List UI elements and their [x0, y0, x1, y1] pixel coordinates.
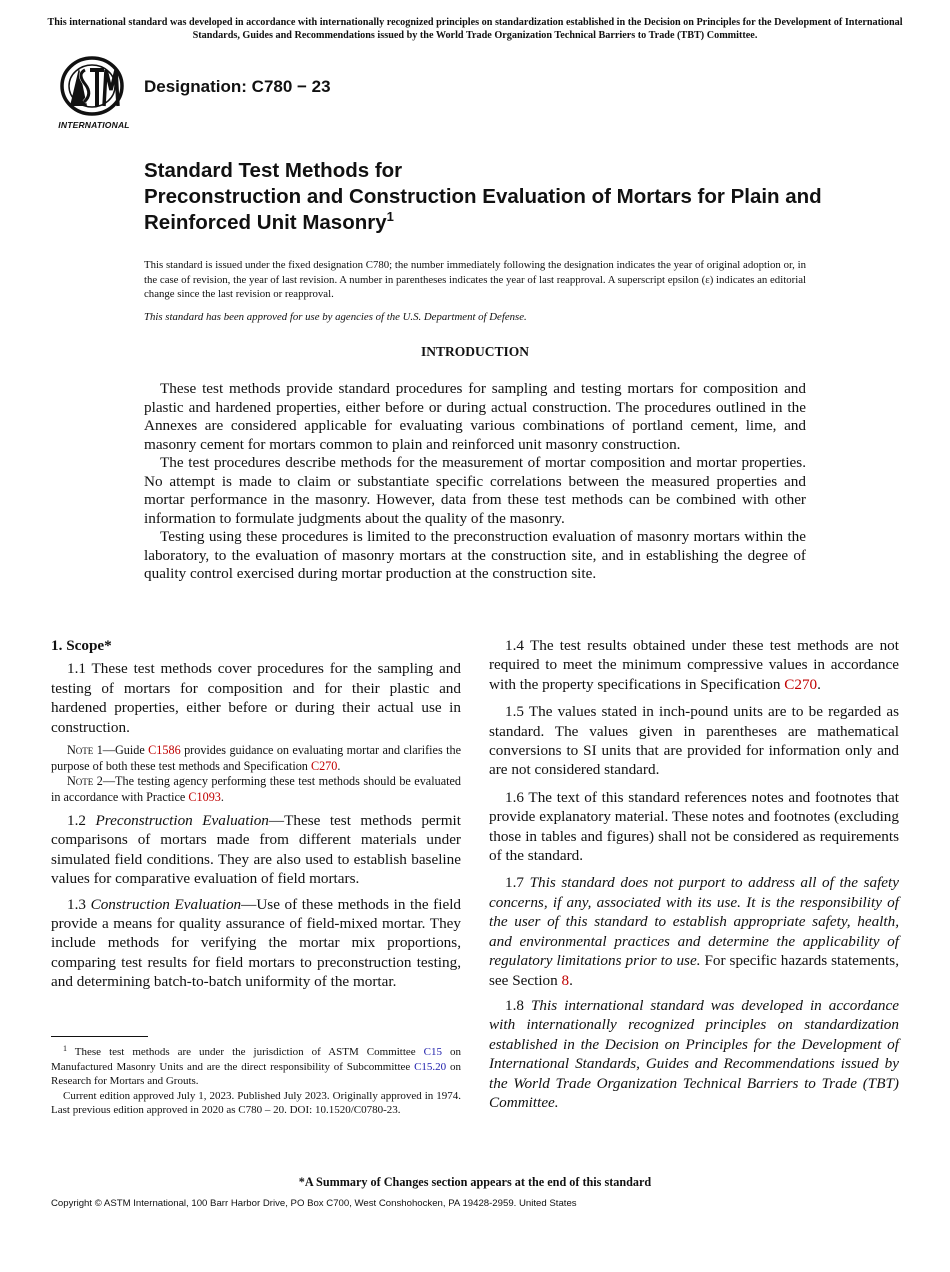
footnote-rule — [51, 1036, 148, 1037]
intro-paragraph-3: Testing using these procedures is limited to the preconstruction evaluation of masonry mortars within the laboratory, to the evaluation of masonry mortars at the construction site, and in establishing the degree of quality control exercised during mortar production at the construction site. — [144, 528, 806, 582]
note-2: Note 2—The testing agency performing these test methods should be evaluated in accordance with Practice C1093. — [51, 774, 461, 804]
section-1-8: 1.8 This international standard was developed in accordance with internationally recognized principles on standardization established in the Decision on Principles for the Development of International Standards, Guides and Recommendations issued by the World Trade Organization Technical Barriers to Trade (TBT) Committee. — [489, 996, 900, 1111]
footnote-edition: Current edition approved July 1, 2023. Published July 2023. Originally approved in 1974. Last previous edition approved in 2020 as C780 – 20. DOI: 10.1520/C0780-23. — [51, 1089, 461, 1116]
issued-note: This standard is issued under the fixed designation C780; the number immediately following the designation indicates the year of original adoption or, in the case of revision, the year of last revision. A number in parentheses indicates the year of last reapproval. A superscript epsilon (ε) indicates an editorial change since the last revision or reapproval. — [144, 259, 806, 300]
footnotes — [51, 1045, 461, 1118]
left-column — [51, 636, 461, 992]
title-main: Preconstruction and Construction Evaluation of Mortars for Plain and Reinforced Unit Masonry — [144, 185, 822, 234]
section-1-2: 1.2 Preconstruction Evaluation—These test methods permit comparisons of mortars made from different materials under simulated field conditions. They are also used to establish baseline values for comparative evaluation of field mortars. — [51, 812, 461, 888]
copyright: Copyright © ASTM International, 100 Barr Harbor Drive, PO Box C700, West Conshohocken, PA 19428-2959. United States — [51, 1198, 577, 1209]
link-c270-spec[interactable]: C270 — [784, 675, 818, 693]
dod-note: This standard has been approved for use by agencies of the U.S. Department of Defense. — [144, 311, 527, 323]
section-1-5: 1.5 The values stated in inch-pound units are to be regarded as standard. The values given in parentheses are mathematical conversions to SI units that are provided for information only and are not considered standard. — [489, 703, 899, 779]
link-section-8[interactable]: 8 — [561, 971, 570, 989]
link-c15-20[interactable]: C15.20 — [414, 1060, 447, 1073]
section-1-1: 1.1 These test methods cover procedures for the sampling and testing of mortars for composition and for their plastic and hardened properties, either before or during their actual use in construction. — [51, 660, 461, 736]
link-c270[interactable]: C270 — [310, 758, 338, 773]
intro-paragraph-1: These test methods provide standard procedures for sampling and testing mortars for composition and plastic and hardened properties, either before or during actual construction. The procedures outlined in the Annexes are considered applicable for evaluating various combinations of portland cement, lime, and masonry cement for mortars common to plain and reinforced unit masonry construction. — [144, 380, 806, 453]
section-1-4: 1.4 The test results obtained under these test methods are not required to meet the minimum compressive values in accordance with the property specifications in Specification C270. — [489, 637, 899, 693]
summary-of-changes-note: *A Summary of Changes section appears at the end of this standard — [298, 1175, 652, 1189]
footnote-1: $^1$ These test methods are under the jurisdiction of ASTM Committee C15 on Manufactured Masonry Units and are the direct responsibility of Subcommittee C15.20 on Research for Mortars and Grouts. — [51, 1044, 462, 1087]
title-footnote-mark: 1 — [386, 209, 394, 224]
scope-heading: 1. Scope* — [51, 637, 112, 654]
link-c1093[interactable]: C1093 — [188, 789, 221, 804]
section-1-3: 1.3 Construction Evaluation—Use of these methods in the field provide a means for quality assurance of field-mixed mortar. They include methods for verifying the mortar mix proportions, comparing test results for field mortars to preconstruction testing, and determining batch-to-batch uniformity of the mortar. — [51, 895, 462, 991]
designation: Designation: C780 − 23 — [144, 77, 331, 96]
section-1-6: 1.6 The text of this standard references notes and footnotes that provide explanatory material. These notes and footnotes (excluding those in tables and figures) shall not be considered as requirements of the standard. — [489, 788, 899, 865]
intro-paragraph-2: The test procedures describe methods for the measurement of mortar composition and mortar properties. No attempt is made to claim or substantiate specific correlations between the measured properties and mortar performance in the masonry. However, data from these test methods can be combined with other information to formulate judgments about the quality of the masonry. — [144, 454, 806, 527]
introduction-heading: INTRODUCTION — [420, 344, 529, 359]
astm-logo — [52, 56, 136, 132]
section-1-7: 1.7 This standard does not purport to address all of the safety concerns, if any, associated with its use. It is the responsibility of the user of this standard to establish appropriate safety, health, and environmental practices and determine the applicability of regulatory limitations prior to use. For specific hazards statements, see Section 8. — [489, 874, 900, 989]
title-line-1: Standard Test Methods for — [144, 159, 403, 182]
wto-notice: This international standard was developed in accordance with internationally recognized principles on standardization established in the Decision on Principles for the Development of International Standards, Guides and Recommendations issued by the World Trade Organization Technical Barriers to Trade (TBT) Committee. — [47, 17, 903, 41]
link-c1586[interactable]: C1586 — [148, 743, 181, 758]
document-title — [144, 158, 844, 236]
title-line-2 — [144, 184, 844, 236]
link-c15[interactable]: C15 — [423, 1046, 442, 1058]
note-1: Note 1—Guide C1586 provides guidance on evaluating mortar and clarifies the purpose of both these test methods and Specification C270. — [51, 743, 461, 773]
right-column — [489, 636, 899, 1112]
introduction-body — [144, 380, 806, 584]
logo-text: INTERNATIONAL — [58, 120, 130, 130]
